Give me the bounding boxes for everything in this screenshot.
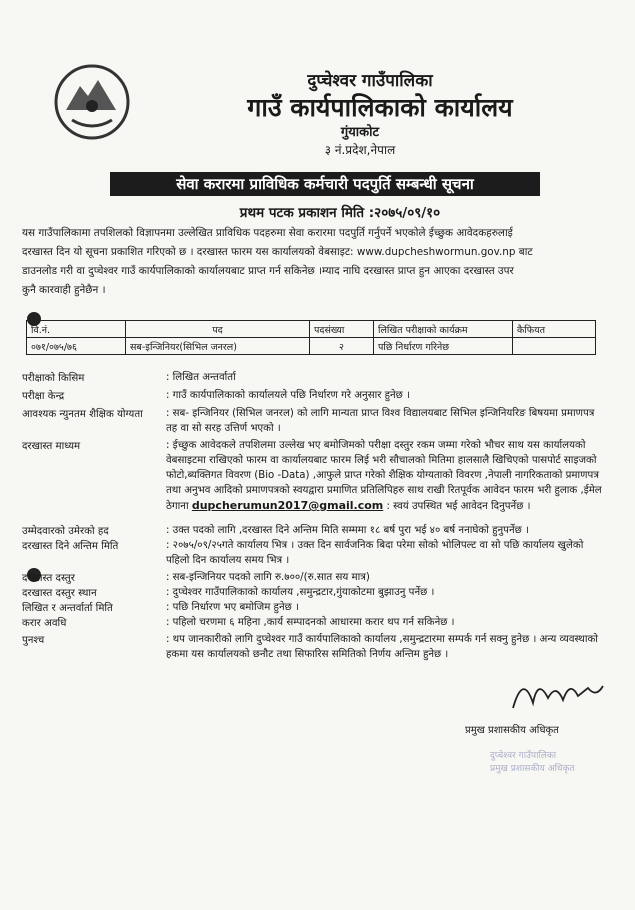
- col-header: पदसंख्या: [310, 321, 374, 338]
- detail-label: उम्मेदवारको उमेरको हद: [22, 526, 109, 537]
- detail-value: : पहिलो चरणमा ६ महिना ,कार्य सम्पादनको आधारमा करार थप गर्न सकिनेछ ।: [166, 617, 455, 628]
- intro-line: डाउनलोड गरी वा दुप्चेश्वर गाउँ कार्यपालिकाको कार्यालयबाट प्राप्त गर्न सकिनेछ ।म्याद नाघि दरखास्त प्राप्त हुन आएका दरखास्त उपर: [22, 265, 514, 277]
- office-name: दुप्चेश्वर गाउँपालिका: [307, 71, 433, 91]
- office-stamp: [490, 750, 600, 790]
- table-cell: सब-इन्जिनियर(सिभिल जनरल): [126, 338, 310, 355]
- detail-value: : सब-इन्जिनियर पदको लागि रु.७००/(रु.सात सय मात्र): [166, 572, 370, 583]
- detail-label: दरखास्त माध्यम: [22, 441, 81, 452]
- table-cell: [513, 338, 596, 355]
- intro-paragraph: [22, 224, 622, 300]
- detail-label: लिखित र अन्तर्वार्ता मिति: [22, 603, 113, 614]
- nepal-emblem-logo: [52, 62, 132, 142]
- application-method-suffix: : स्वयं उपस्थित भई आवेदन दिनुपर्नेछ ।: [386, 501, 531, 512]
- email-link[interactable]: dupcherumun2017@gmail.com: [191, 499, 384, 512]
- detail-value: : पछि निर्धारण भए बमोजिम हुनेछ ।: [166, 602, 299, 613]
- detail-label: आवश्यक न्युनतम शैक्षिक योग्यता: [22, 409, 143, 420]
- signature-scribble: [508, 668, 608, 718]
- table-cell: पछि निर्धारण गरिनेछ: [374, 338, 513, 355]
- detail-value: : सब- इन्जिनियर (सिभिल जनरल) को लागि मान्यता प्राप्त विश्व विद्यालयबाट सिभिल इन्जिनियरिङ बिषयमा प्रमाणपत्र तह वा सो सरह उत्तिर्ण भएको ।: [166, 408, 595, 434]
- posts-table: [26, 320, 596, 355]
- detail-value: : दुप्चेश्वर गाउँपालिकाको कार्यालय ,समुन्द्रटार,गुंयाकोटमा बुझाउनु पर्नेछ ।: [166, 587, 435, 598]
- detail-value: [166, 438, 606, 514]
- detail-label: करार अवधि: [22, 618, 67, 629]
- application-method-text: : ईच्छुक आवेदकले तपशिलमा उल्लेख भए बमोजिमको परीक्षा दस्तुर रकम जम्मा गरेको भौचर साथ यस कार्यालयको वेबसाइटमा राखिएको फारम वा कार्यालयबाट फारम लिई भरी सौचालको मितिमा हालसालै खिचिएको पासपोर्ट साइजको फोटो,ब्यक्तिगत विवरण (Bio -Data) ,आफुले प्राप्त गरेको शैक्षिक योग्यताको विवरण ,नेपाली नागरिकताको प्रमाणपत्र तथा अनुभव आदिको प्रमाणपत्रको स्वयद्वारा प्रमाणित प्रतिलिपिहरु साथ राखी रितपूर्वक आवेदन फारम भरी हुलाक ,ईमेल ठेगाना: [166, 440, 602, 512]
- notice-title-banner: सेवा करारमा प्राविधिक कर्मचारी पदपुर्ति सम्बन्धी सूचना: [110, 172, 540, 196]
- detail-label: दरखास्त दस्तुर स्थान: [22, 588, 97, 599]
- office-place: गुंयाकोट: [340, 125, 380, 140]
- col-header: कैफियत: [513, 321, 596, 338]
- intro-line: कुनै कारवाही हुनेछैन ।: [22, 284, 106, 296]
- detail-label: दरखास्त दिने अन्तिम मिति: [22, 541, 119, 552]
- table-cell: ०७१/०७५/७६: [27, 338, 126, 355]
- stamp-line: प्रमुख प्रशासकीय अधिकृत: [490, 764, 575, 774]
- office-province: ३ नं.प्रदेश,नेपाल: [324, 143, 396, 157]
- detail-label: पुनश्च: [22, 635, 45, 646]
- detail-label: परीक्षा केन्द्र: [22, 391, 65, 402]
- signer-designation: प्रमुख प्रशासकीय अधिकृत: [465, 725, 559, 736]
- detail-value: : लिखित अन्तर्वार्ता: [166, 372, 236, 383]
- detail-value: : उक्त पदको लागि ,दरखास्त दिने अन्तिम मिति सम्ममा १८ बर्ष पुरा भई ४० बर्ष ननाघेको हुनुपर्नेछ ।: [166, 525, 529, 536]
- intro-line: दरखास्त दिन यो सूचना प्रकाशित गरिएको छ । दरखास्त फारम यस कार्यालयको वेबसाइट: www.dupcheshwormun.gov.np बाट: [22, 246, 533, 258]
- table-cell: २: [310, 338, 374, 355]
- office-title: गाउँ कार्यपालिकाको कार्यालय: [247, 93, 513, 122]
- detail-label: दरखास्त दस्तुर: [22, 573, 75, 584]
- publication-date: प्रथम पटक प्रकाशन मिति :२०७५/०९/१०: [239, 205, 441, 221]
- intro-line: यस गाउँपालिकामा तपशिलको विज्ञापनमा उल्लेखित प्राविधिक पदहरुमा सेवा करारमा पदपुर्ति गर्नुपर्ने भएकोले ईच्छुक आवेदकहरुलाई: [22, 227, 513, 239]
- table-row: [27, 338, 596, 355]
- table-header-row: [27, 321, 596, 338]
- detail-label: परीक्षाको किसिम: [22, 373, 85, 384]
- detail-value: : गाउँ कार्यपालिकाको कार्यालयले पछि निर्धारण गरे अनुसार हुनेछ ।: [166, 390, 410, 401]
- detail-value: : थप जानकारीको लागि दुप्चेश्वर गाउँ कार्यपालिकाको कार्यालय ,समुन्द्रटारमा सम्पर्क गर्न सक्नु हुनेछ । अन्य व्यवस्थाको हकमा यस कार्यालयको छनौट तथा सिफारिस समितिको निर्णय अन्तिम हुनेछ ।: [166, 634, 598, 660]
- stamp-line: दुप्चेश्वर गाउँपालिका: [490, 751, 557, 761]
- col-header: पद: [126, 321, 310, 338]
- col-header: लिखित परीक्षाको कार्यक्रम: [374, 321, 513, 338]
- detail-value: : २०७५/०९/२५गते कार्यालय भित्र । उक्त दिन सार्वजनिक बिदा परेमा सोको भोलिपल्ट वा सो पछि कार्यालय खुलेको पहिलो दिन कार्यालय समय भित्र ।: [166, 540, 584, 566]
- col-header: वि.नं.: [27, 321, 126, 338]
